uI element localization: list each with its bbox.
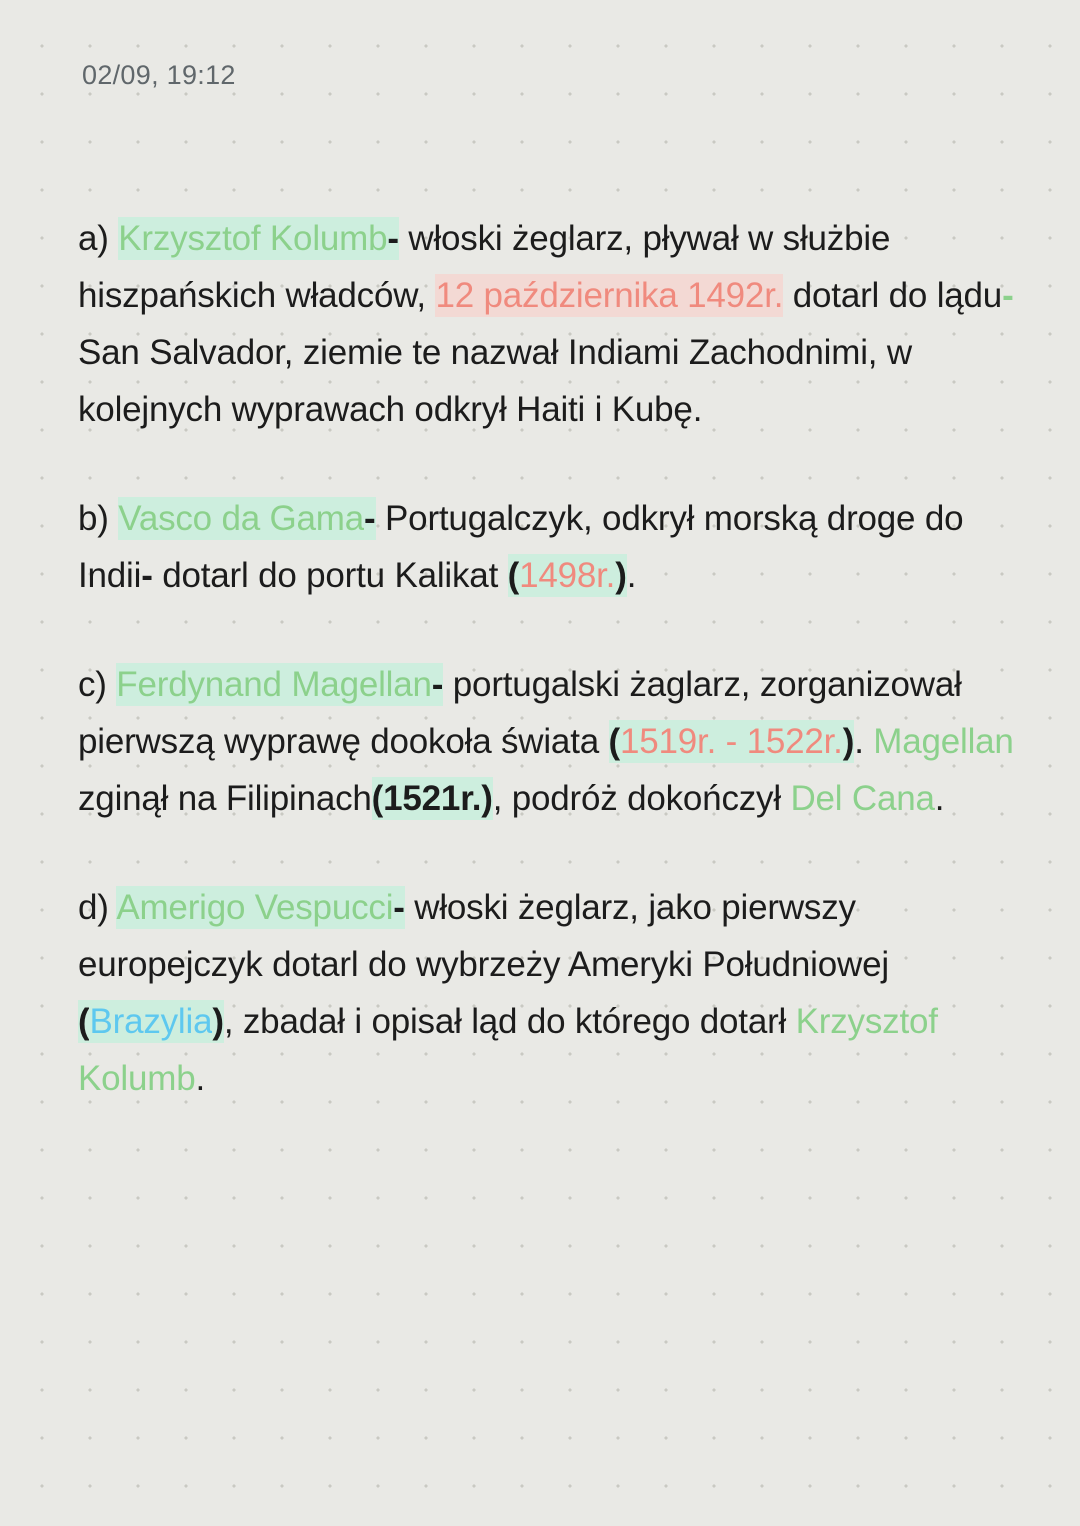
text-c-1: portugalski żaglarz, zorganizował pierwszą wyprawę dookoła świata [78,665,962,761]
dash-d-1: - [393,888,405,927]
list-marker-d: d) [78,888,109,927]
date-c-2: 1521r. [383,779,482,818]
paren-open-d: ( [78,1002,90,1041]
explorer-name-delcana: Del Cana [790,779,935,818]
dash-a-2: - [1002,276,1014,315]
list-marker-b: b) [78,499,109,538]
text-c-5: . [934,779,945,818]
date-a: 12 października 1492r. [435,276,784,315]
text-a-3: San Salvador, ziemie te nazwał Indiami Zachodnimi, w kolejnych wyprawach odkrył Haiti i Kubę. [78,333,912,429]
explorer-name-kolumb: Krzysztof Kolumb [118,219,388,258]
dash-b-1: - [364,499,376,538]
date-c: 1519r. - 1522r. [619,722,843,761]
explorer-name-vespucci: Amerigo Vespucci [116,888,394,927]
text-a-1: włoski żeglarz, pływał w służbie hiszpańskich władców, [78,219,891,315]
text-b-3: . [626,556,637,595]
explorer-name-vasco: Vasco da Gama [118,499,365,538]
date-b: 1498r. [519,556,616,595]
note-paragraph-a [78,210,1018,438]
text-c-4: , podróż dokończył [492,779,791,818]
list-marker-c: c) [78,665,107,704]
timestamp: 02/09, 19:12 [82,60,236,90]
dash-a-1: - [387,219,399,258]
explorer-name-magellan: Ferdynand Magellan [116,665,432,704]
text-d-2: , zbadał i opisał ląd do którego dotarł [223,1002,796,1041]
dash-c-1: - [431,665,444,704]
paren-open-c-2: ( [371,779,384,818]
list-marker-a: a) [78,219,109,258]
paren-close-c-2: ) [481,779,493,818]
note-paragraph-c [78,656,1018,827]
paren-open-c: ( [608,722,620,761]
explorer-name-magellan-2: Magellan [873,722,1014,761]
note-paragraph-b [78,490,1018,604]
paren-close-c: ) [842,722,855,761]
paren-close-b: ) [615,556,627,595]
text-d-3: . [195,1059,206,1098]
notes-body [78,210,1018,1159]
paren-close-d: ) [212,1002,224,1041]
text-b-2: dotarl do portu Kalikat [152,556,508,595]
text-b-1: Portugalczyk, odkrył morską droge do Indii [78,499,964,595]
dash-b-2: - [141,556,153,595]
note-paragraph-d [78,879,1018,1107]
paren-open-b: ( [507,556,520,595]
text-c-3: zginął na Filipinach [78,779,372,818]
explorer-name-kolumb-2: Krzysztof Kolumb [78,1002,938,1098]
text-a-2: dotarl do lądu [783,276,1003,315]
text-d-1: włoski żeglarz, jako pierwszy europejczyk dotarl do wybrzeży Ameryki Południowej [78,888,889,984]
place-brazylia: Brazylia [89,1002,213,1041]
text-c-2: . [854,722,874,761]
